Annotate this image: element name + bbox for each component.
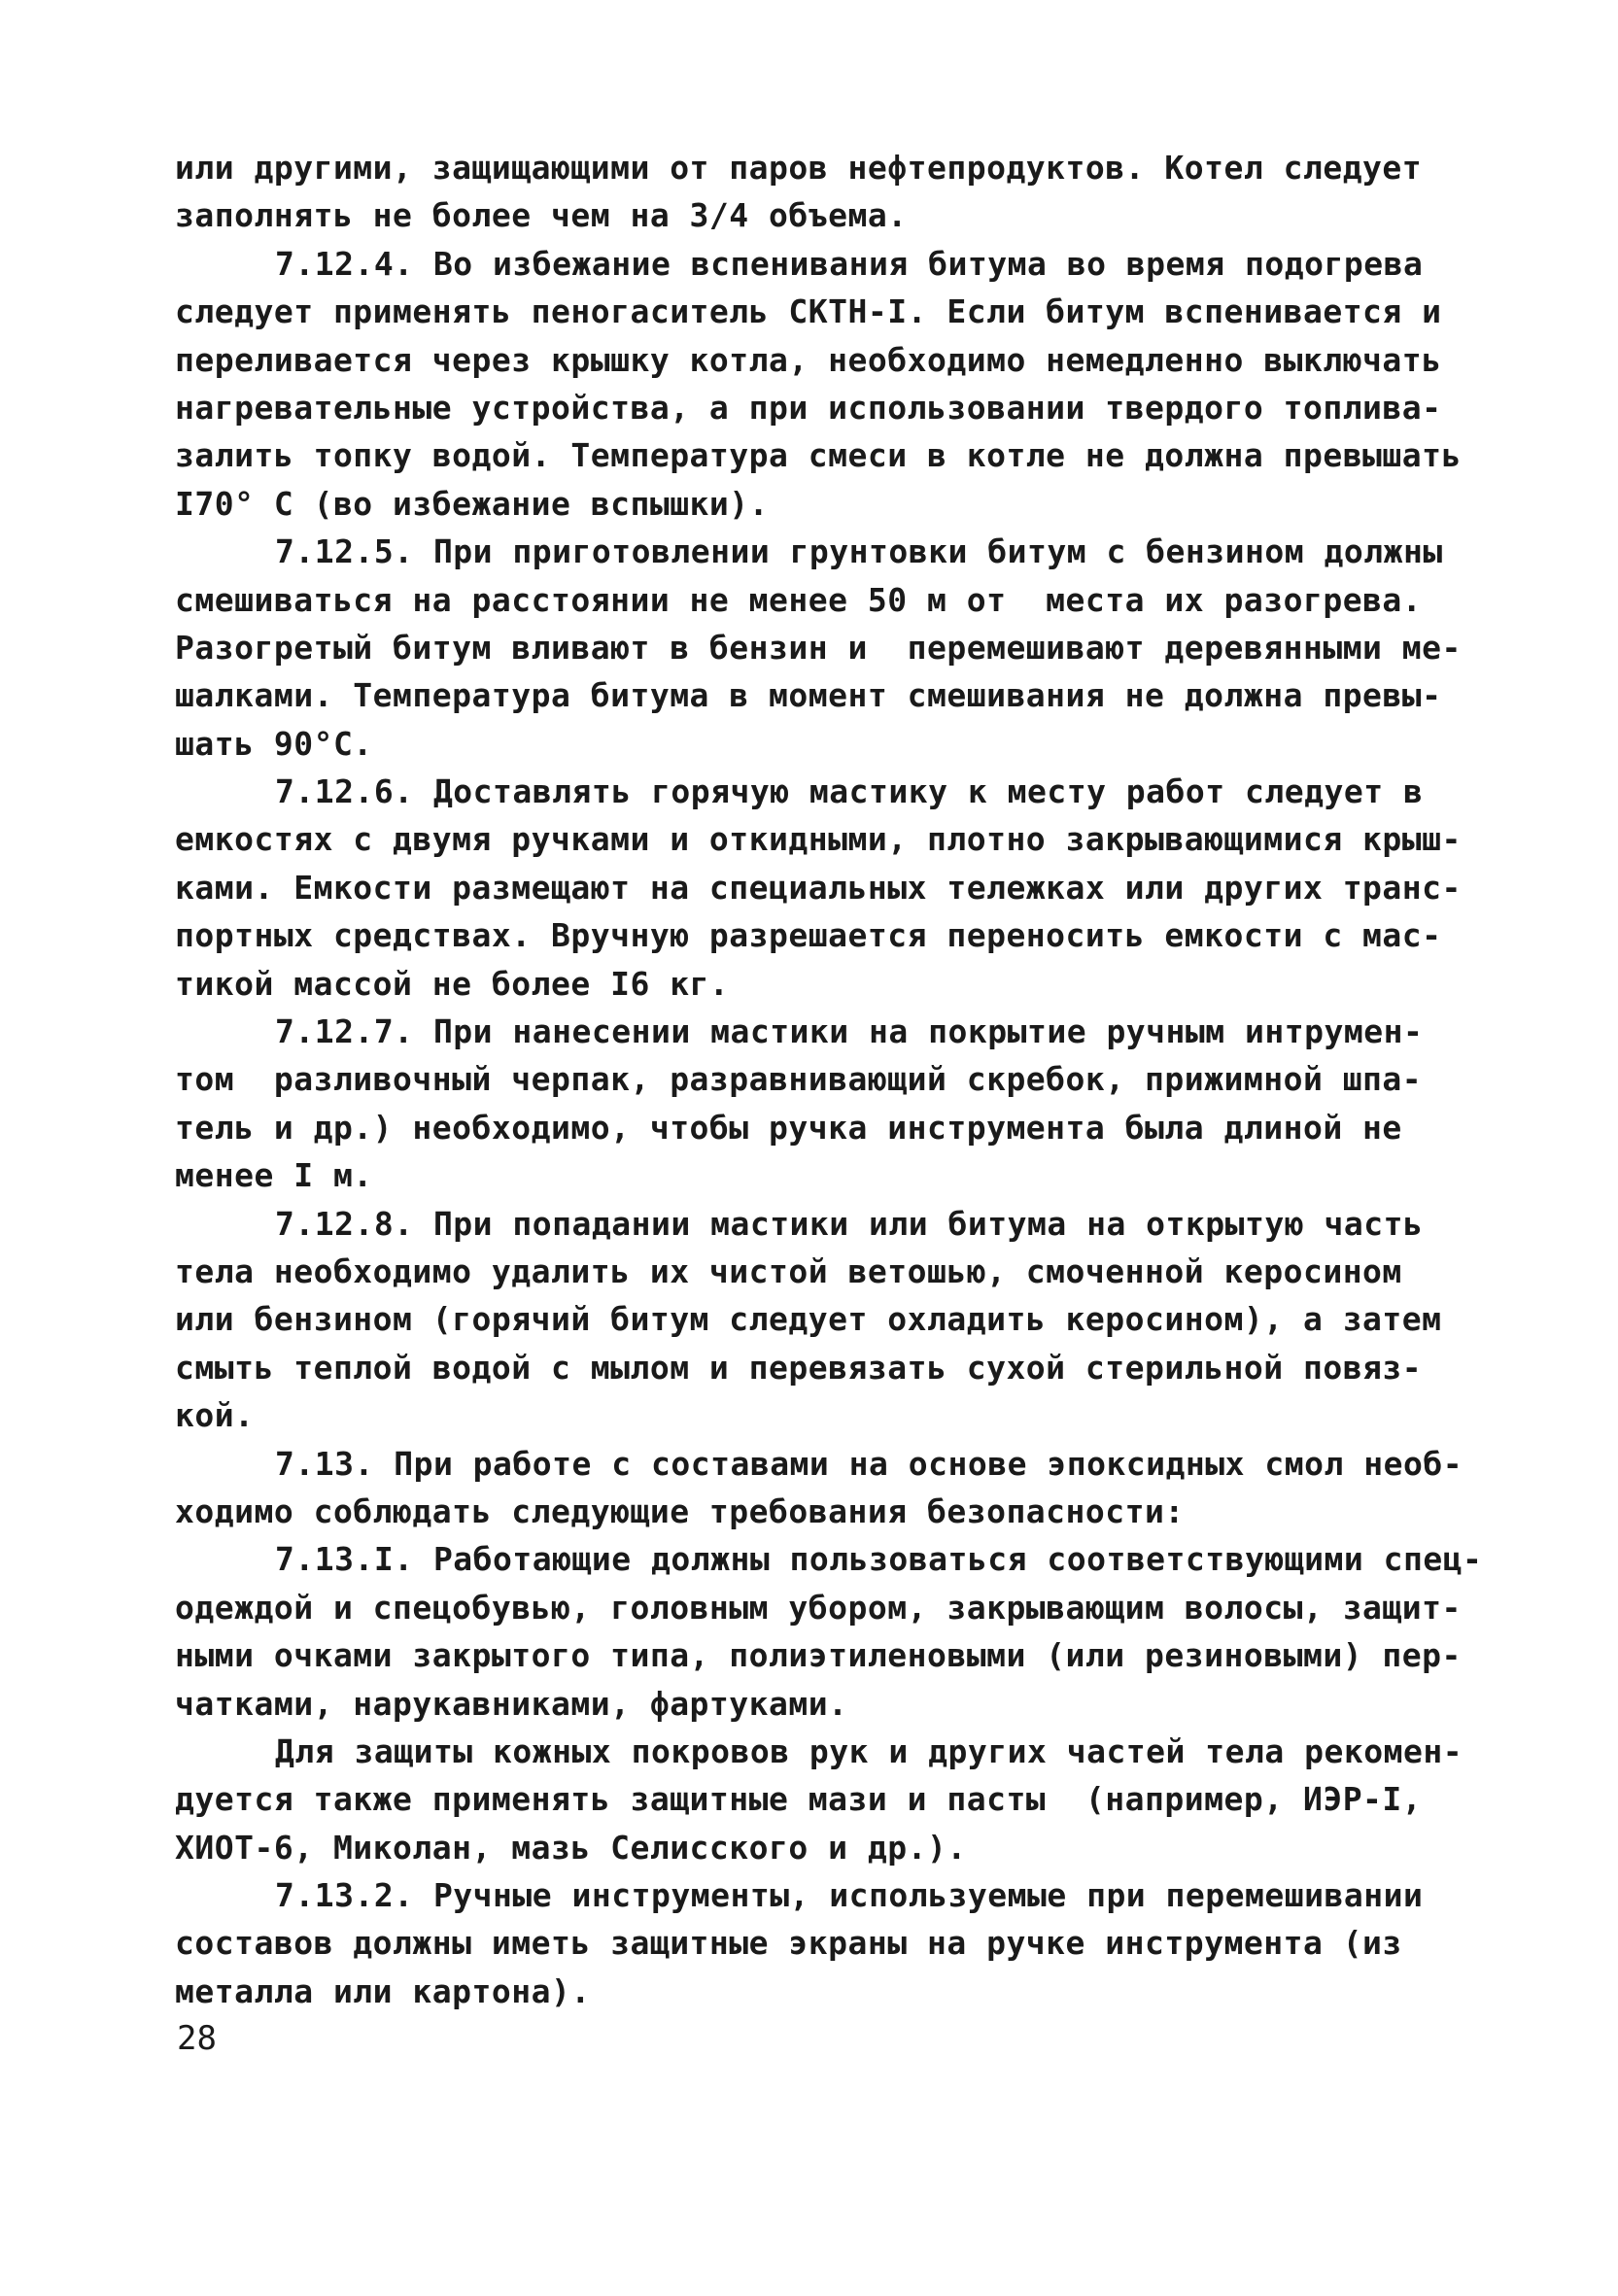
text-line: 7.12.5. При приготовлении грунтовки битум с бензином должны — [275, 532, 1443, 571]
text-line: ХИОТ-6, Миколан, мазь Селисского и др.). — [175, 1828, 967, 1867]
text-line: шать 90°С. — [175, 724, 373, 763]
text-line: составов должны иметь защитные экраны на ручке инструмента (из — [175, 1924, 1402, 1963]
text-line: портных средствах. Вручную разрешается переносить емкости с мас- — [175, 916, 1442, 955]
text-line: Разогретый битум вливают в бензин и перемешивают деревянными ме- — [175, 628, 1462, 667]
text-line: тель и др.) необходимо, чтобы ручка инструмента была длиной не — [175, 1108, 1402, 1147]
text-line: переливается через крышку котла, необходимо немедленно выключать — [175, 340, 1442, 379]
text-line: заполнять не более чем на 3/4 объема. — [175, 196, 908, 235]
body-text — [175, 144, 1483, 2015]
text-line: менее I м. — [175, 1156, 373, 1195]
text-line: чатками, нарукавниками, фартуками. — [175, 1684, 848, 1723]
text-line: смыть теплой водой с мылом и перевязать сухой стерильной повяз- — [175, 1348, 1423, 1387]
text-line: дуется также применять защитные мази и пасты (например, ИЭР-I, — [175, 1780, 1423, 1819]
text-line: ходимо соблюдать следующие требования безопасности: — [175, 1491, 1185, 1530]
text-line: следует применять пеногаситель СКТН-I. Если битум вспенивается и — [175, 292, 1442, 331]
text-line: 7.13.2. Ручные инструменты, используемые при перемешивании — [275, 1876, 1424, 1915]
text-line: I70° С (во избежание вспышки). — [175, 484, 770, 523]
text-line: 7.12.7. При нанесении мастики на покрытие ручным интрумен- — [275, 1012, 1424, 1051]
text-line: Для защиты кожных покровов рук и других частей тела рекомен- — [275, 1731, 1463, 1770]
text-line: 7.12.6. Доставлять горячую мастику к месту работ следует в — [275, 772, 1424, 811]
text-line: шалками. Температура битума в момент смешивания не должна превы- — [175, 676, 1442, 715]
text-line: металла или картона). — [175, 1971, 591, 2010]
text-line: тела необходимо удалить их чистой ветошью, смоченной керосином — [175, 1251, 1402, 1290]
page-number: 28 — [177, 2019, 217, 2058]
text-line: емкостях с двумя ручками и откидными, плотно закрывающимися крыш- — [175, 820, 1462, 859]
text-line: 7.12.8. При попадании мастики или битума на открытую часть — [275, 1204, 1424, 1243]
text-line: смешиваться на расстоянии не менее 50 м от места их разогрева. — [175, 580, 1423, 619]
text-line: нагревательные устройства, а при использовании твердого топлива- — [175, 388, 1442, 427]
text-line: ками. Емкости размещают на специальных тележках или других транс- — [175, 868, 1462, 907]
text-line: тикой массой не более I6 кг. — [175, 964, 730, 1003]
text-line: 7.13.I. Работающие должны пользоваться соответствующими спец- — [275, 1540, 1483, 1579]
text-line: кой. — [175, 1396, 255, 1435]
text-line: залить топку водой. Температура смеси в котле не должна превышать — [175, 436, 1462, 475]
text-line: или бензином (горячий битум следует охладить керосином), а затем — [175, 1300, 1442, 1339]
text-line: ными очками закрытого типа, полиэтиленовыми (или резиновыми) пер- — [175, 1636, 1462, 1675]
text-line: 7.12.4. Во избежание вспенивания битума во время подогрева — [275, 244, 1424, 283]
text-line: одеждой и спецобувью, головным убором, закрывающим волосы, защит- — [175, 1588, 1462, 1627]
text-line: или другими, защищающими от паров нефтепродуктов. Котел следует — [175, 149, 1423, 187]
text-line: 7.13. При работе с составами на основе эпоксидных смол необ- — [275, 1444, 1463, 1483]
text-line: том разливочный черпак, разравнивающий скребок, прижимной шпа- — [175, 1060, 1423, 1099]
